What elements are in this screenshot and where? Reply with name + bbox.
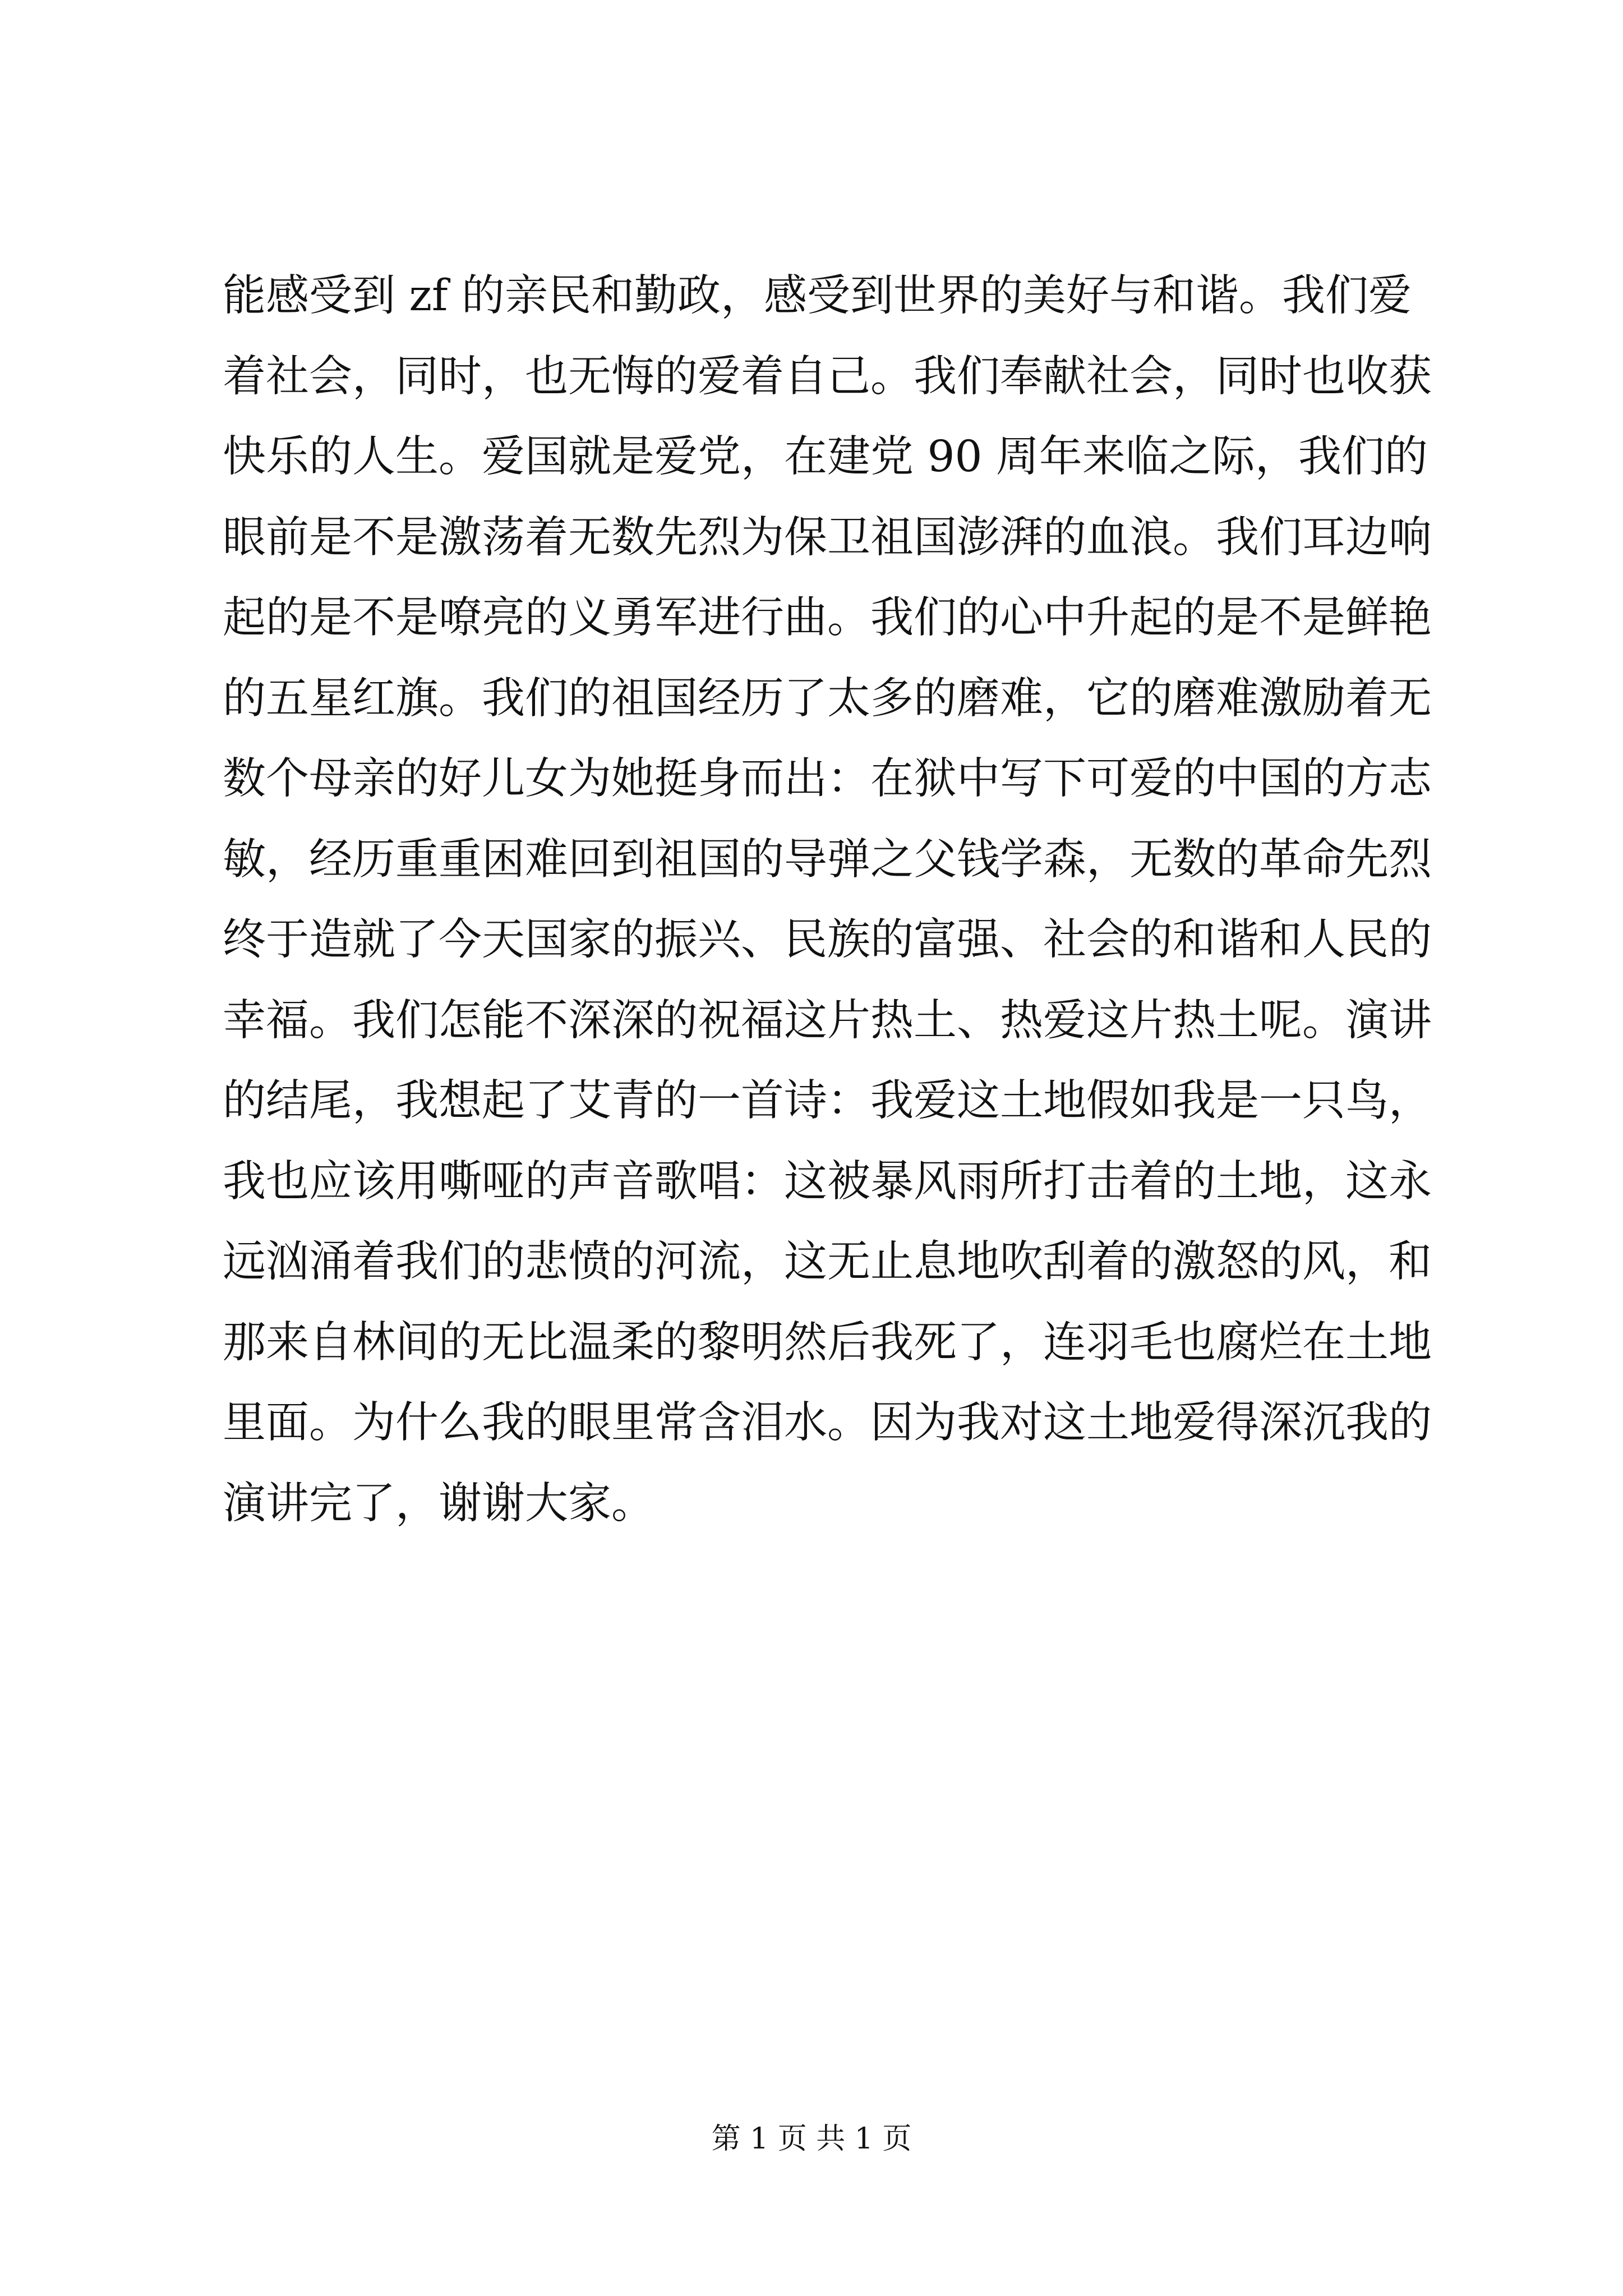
text-line: 能感受到 zf 的亲民和勤政，感受到世界的美好与和谐。我们爱 (223, 271, 1412, 321)
text-line: 的五星红旗。我们的祖国经历了太多的磨难，它的磨难激励着无 (223, 673, 1432, 724)
text-line: 终于造就了今天国家的振兴、民族的富强、社会的和谐和人民的 (223, 915, 1432, 965)
text-line: 快乐的人生。爱国就是爱党，在建党 90 周年来临之际，我们的 (223, 432, 1428, 482)
text-line: 远汹涌着我们的悲愤的河流，这无止息地吹刮着的激怒的风，和 (223, 1237, 1432, 1287)
text-line: 里面。为什么我的眼里常含泪水。因为我对这土地爱得深沉我的 (223, 1398, 1432, 1448)
text-line: 起的是不是嘹亮的义勇军进行曲。我们的心中升起的是不是鲜艳 (223, 593, 1432, 643)
text-line: 幸福。我们怎能不深深的祝福这片热土、热爱这片热土呢。演讲 (223, 995, 1432, 1046)
text-line: 着社会，同时，也无悔的爱着自己。我们奉献社会，同时也收获 (223, 351, 1432, 402)
body-text (223, 256, 1432, 1544)
text-line: 演讲完了，谢谢大家。 (223, 1478, 654, 1529)
text-line: 那来自林间的无比温柔的黎明然后我死了，连羽毛也腐烂在土地 (223, 1317, 1432, 1368)
text-line: 眼前是不是激荡着无数先烈为保卫祖国澎湃的血浪。我们耳边响 (223, 512, 1432, 563)
text-line: 数个母亲的好儿女为她挺身而出：在狱中写下可爱的中国的方志 (223, 754, 1432, 804)
text-line: 我也应该用嘶哑的声音歌唱：这被暴风雨所打击着的土地，这永 (223, 1156, 1432, 1207)
text-line: 的结尾，我想起了艾青的一首诗：我爱这土地假如我是一只鸟， (223, 1076, 1432, 1126)
page-number: 第 1 页 共 1 页 (711, 2122, 912, 2156)
text-line: 敏，经历重重困难回到祖国的导弹之父钱学森，无数的革命先烈 (223, 834, 1432, 885)
